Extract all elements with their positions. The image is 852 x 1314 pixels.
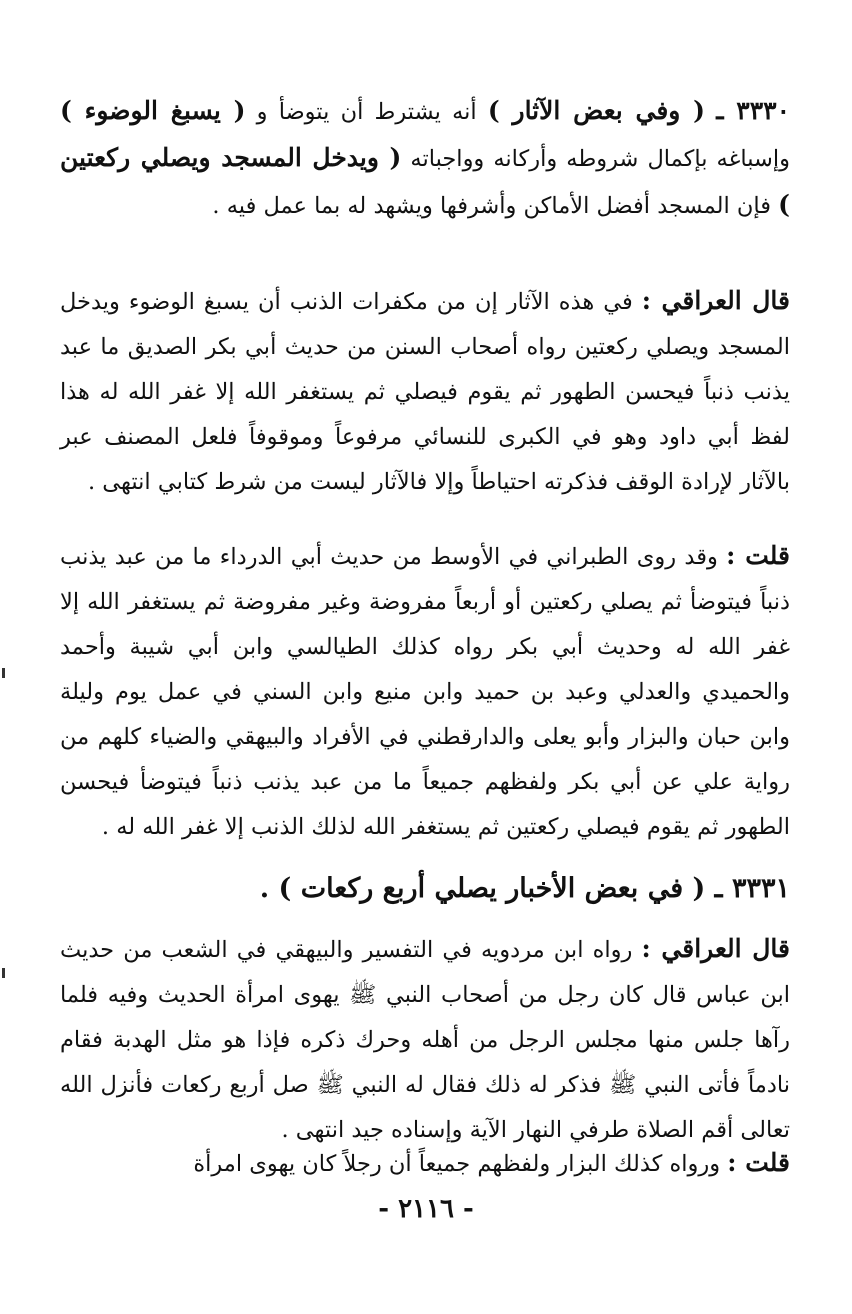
note-label: قلت : [727,1148,790,1177]
note-label: قال العراقي : [641,934,790,963]
note-label: قلت : [726,541,790,570]
quote-bold: ( وفي بعض الآثار ) [487,96,705,125]
commentary-text: وإسباغه بإكمال شروطه وأركانه وواجباته [401,146,790,172]
note-text: رواه ابن مردويه في التفسير والبيهقي في الشعب من حديث ابن عباس قال كان رجل من أصحاب النبي ﷺ يهوى امرأة الحديث وفيه فلما رآها جلس منها مجلس الرجل من أهله وحرك ذكره فإذا هو مثل الهدبة فقام نادماً فأتى النبي ﷺ فذكر له ذلك فقال له النبي ﷺ صل أربع ركعات فأنزل الله تعالى أقم الصلاة طرفي النهار الآية وإسناده جيد انتهى . [60,937,790,1143]
iraqi-note-1 [60,278,790,505]
margin-mark [2,668,5,678]
author-note-2 [60,1140,790,1187]
note-text: وقد روى الطبراني في الأوسط من حديث أبي الدرداء ما من عبد يذنب ذنباً فيتوضأ ثم يصلي ركعتين أو أربعاً مفروضة وغير مفروضة ثم يستغفر الله إلا غفر الله له وحديث أبي بكر رواه كذلك الطيالسي وابن أبي شيبة وأحمد والحميدي والعدلي وعبد بن حميد وابن منيع وابن السني في عمل يوم وليلة وابن حبان والبزار وأبو يعلى والدارقطني في الأفراد والبيهقي والضياء كلهم من رواية علي عن أبي بكر ولفظهم جميعاً ما من عبد يذنب ذنباً فيتوضأ فيحسن الطهور ثم يقوم فيصلي ركعتين ثم يستغفر الله لذلك الذنب إلا غفر الله له . [60,544,790,840]
commentary-text: فإن المسجد أفضل الأماكن وأشرفها ويشهد له بما عمل فيه . [212,193,779,219]
quote-bold: ( ويدخل المسجد ويصلي ركعتين ) [60,143,790,219]
author-note-1 [60,533,790,850]
margin-mark [2,968,5,978]
commentary-text: أنه يشترط أن يتوضأ و [245,99,488,125]
entry-3331-heading: ٣٣٣١ ـ ( في بعض الأخبار يصلي أربع ركعات ) . [259,873,790,904]
note-text: في هذه الآثار إن من مكفرات الذنب أن يسبغ الوضوء ويدخل المسجد ويصلي ركعتين رواه أصحاب السنن من حديث أبي بكر الصديق ما عبد يذنب ذنباً فيحسن الطهور ثم يقوم فيصلي ثم يستغفر الله إلا غفر الله له هذا لفظ أبي داود وهو في الكبرى للنسائي مرفوعاً وموقوفاً فلعل المصنف عبر بالآثار لإرادة الوقف فذكرته احتياطاً وإلا فالآثار ليست من شرط كتابي انتهى . [60,289,790,495]
entry-3330 [60,88,790,229]
quote-bold: ( يسبغ الوضوء ) [60,96,246,125]
entry-number: ٣٣٣٠ ـ [716,96,790,125]
page-number: - ٢١١٦ - [378,1194,474,1224]
note-label: قال العراقي : [641,286,790,315]
iraqi-note-2 [60,926,790,1153]
note-text: ورواه كذلك البزار ولفظهم جميعاً أن رجلاً كان يهوى امرأة [193,1151,728,1177]
